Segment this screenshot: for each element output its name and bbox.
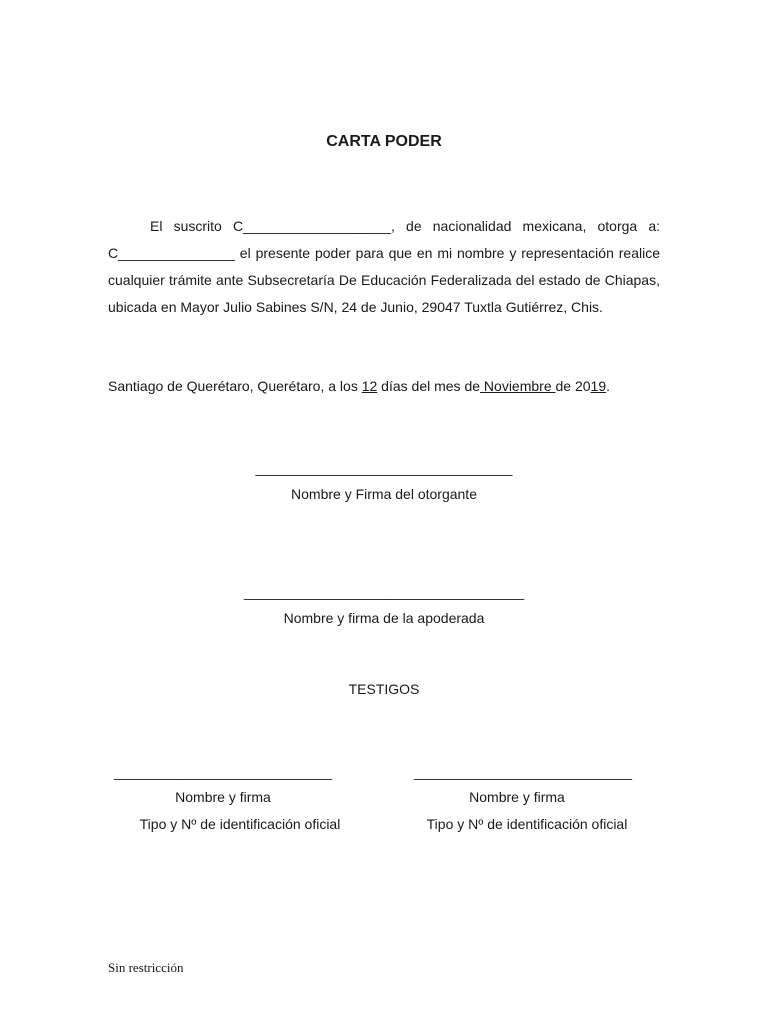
witnesses-heading: TESTIGOS [348,681,420,697]
date-day: 12 [361,378,378,394]
witness-2-signature-line: ____________________________ [413,764,632,780]
body-paragraph [108,213,660,321]
witness-1-signature-line: ____________________________ [113,764,332,780]
grantor-signature-label: Nombre y Firma del otorgante [291,486,477,502]
attorney-signature-label: Nombre y firma de la apoderada [283,610,485,626]
date-line [108,374,610,398]
date-prefix: Santiago de Querétaro, Querétaro, a los [108,378,362,394]
attorney-signature-line: ____________________________________ [243,584,525,600]
date-end: . [606,378,611,394]
grantor-signature-line: _________________________________ [255,460,513,476]
witness-1-id-label: Tipo y Nº de identificación oficial [139,816,341,832]
date-month: Noviembre [480,378,556,394]
witness-1-name-label: Nombre y firma [175,789,271,805]
date-middle: días del mes de [377,378,481,394]
witness-2-name-label: Nombre y firma [469,789,565,805]
date-year-prefix: de 20 [555,378,591,394]
classification-footer: Sin restricción [108,960,184,975]
witness-2-id-label: Tipo y Nº de identificación oficial [426,816,628,832]
body-text: El suscrito C___________________, de nacionalidad mexicana, otorga a: C_______________ el presente poder para que en mi nombre y representación realice cualquier trámite ante Subsecretaría De Educación Federalizada del estado de Chiapas, ubicada en Mayor Julio Sabines S/N, 24 de Junio, 29047 Tuxtla Gutiérrez, Chis. [108,218,660,315]
document-title: CARTA PODER [326,133,442,150]
date-year-suffix: 19 [590,378,607,394]
